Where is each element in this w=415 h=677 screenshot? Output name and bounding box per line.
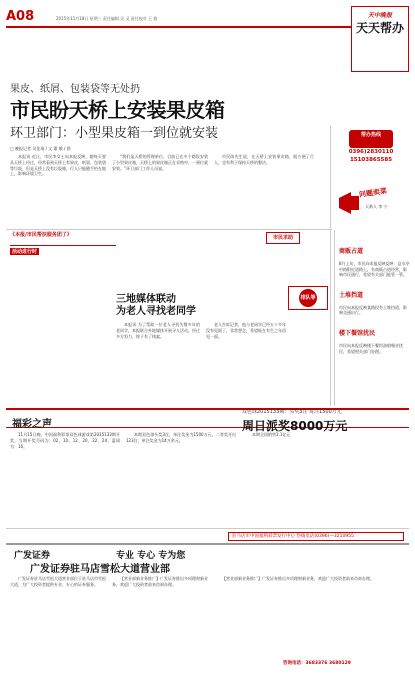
divider-vertical xyxy=(330,126,331,406)
service-group-title: 《本报/市民帮扶服务团了》 xyxy=(10,232,72,238)
ad-column-1 xyxy=(10,576,106,672)
ad-text-a: 广发证券驻马店雪松大道营业部位于驻马店市雪松大道，为广大投资者提供专业、专心的证券服务。 xyxy=(10,576,106,587)
article-column-2 xyxy=(112,154,208,228)
stamp-subtitle: 天新人 李 宁 xyxy=(365,204,388,209)
article-column-1 xyxy=(10,154,106,228)
article-mid: “我们是天桥的管理单位，目前已在多个路段安装了小型果皮箱，天桥上的果皮箱正在采购中，一到位就安装。”环卫部门工作人员说。 xyxy=(112,154,208,171)
ad-header xyxy=(6,543,409,561)
page-header xyxy=(6,4,409,28)
megaphone-icon xyxy=(337,188,361,220)
lottery-text-b: 本期双色球头奖3注，单注奖金为1500万元，二等奖开出123注，单注奖金为14万余元。 xyxy=(126,432,236,443)
article-right: 市民陈先生说，在天桥上安装果皮箱，既方便了行人，也有利于保持天桥的整洁。 xyxy=(214,154,314,165)
ad-column-3 xyxy=(214,576,404,656)
byline: □ 晚报记者 吴佳琦 / 文 董 敏 / 图 xyxy=(10,146,71,151)
headline-subtitle: 环卫部门：小型果皮箱一到位就安装 xyxy=(10,126,219,141)
brand-top: 天中晚报 xyxy=(367,12,392,19)
stamp-title: 问题卖菜 xyxy=(358,187,388,199)
ad-title: 广发证券驻马店雪松大道营业部 xyxy=(30,564,170,575)
headline-kicker: 果皮、纸屑、包装袋等无处扔 xyxy=(10,84,140,95)
lottery-service-bar: 驻马店市中国福利彩票发行中心 热线电话(0396)—3210955 xyxy=(228,532,404,541)
service-group-tag xyxy=(10,232,116,255)
sidebar-item-text: 市民向本报反映某路段有土堆挡道，影响交通出行。 xyxy=(339,304,407,316)
section2-title xyxy=(116,294,196,318)
sidebar-item-text: 8月上旬，市民向本报反映反映：县水亭中路附近道路上，有商贩占道经营，影响市民通行，希望有关部门能管一管。 xyxy=(339,261,410,278)
lottery-draw-label: 双色球2015133期：头奖3注 每注1500万元 xyxy=(242,409,342,415)
hotline-phone-1: 0396)2830110 xyxy=(348,149,394,155)
lottery-column-3 xyxy=(244,432,404,528)
sidebar-item-title: 楼下餐馆扰民 xyxy=(339,329,376,337)
lottery-banner xyxy=(6,408,409,433)
queue-badge-label: 排队等待 xyxy=(299,289,317,307)
page-number: A08 xyxy=(6,9,35,24)
ad-text-b: 【营业部新业务推广】广发证券推出多项理财新业务，欢迎广大投资者前来咨询办理。 xyxy=(112,576,208,587)
headline-title: 市民盼天桥上安装果皮箱 xyxy=(10,98,225,122)
ad-logo: 广发证券 xyxy=(14,551,51,561)
column-brand xyxy=(351,6,409,72)
lottery-logo xyxy=(12,412,92,428)
lottery-column-1 xyxy=(10,432,120,528)
section2-column-1 xyxy=(116,322,200,404)
ad-phone: 咨询电话：3683376 3680129 xyxy=(283,661,351,666)
lottery-text-a: 11月15日晚，中国福利彩票双色球游戏第2015133期开奖，当期开奖号码为：02、10、12、20、22、24，蓝球为：16。 xyxy=(10,432,120,449)
stamp-box xyxy=(335,186,407,222)
ad-text-b-repeat: 【营业部新业务推广】广发证券推出多项理财新业务，欢迎广大投资者前来咨询办理。 xyxy=(222,576,374,581)
divider-2 xyxy=(6,528,409,529)
sidebar-briefs xyxy=(334,230,410,406)
lottery-logo-text: 福彩之声 xyxy=(12,419,52,430)
article-column-3 xyxy=(214,154,314,228)
sidebar-item-text: 市民向本报反映楼下餐馆油烟噪音扰民，希望相关部门处理。 xyxy=(339,342,403,354)
lottery-column-2 xyxy=(126,432,236,528)
queue-badge xyxy=(288,286,328,319)
brand-name: 天天帮办 xyxy=(355,21,404,35)
hotline-box xyxy=(335,130,407,180)
sidebar-item-title: 商贩占道 xyxy=(339,248,364,255)
divider-1 xyxy=(6,229,332,230)
citizen-help-badge: 市民求助 xyxy=(266,232,300,244)
article-lead: 本报讯 近日，市民李女士向本报反映，她每天要从天桥上经过，经常看到天桥上有果皮、纸屑、包装袋等垃圾，但是天桥上没有垃圾箱，行人只能随手扔在地上，影响环境卫生。 xyxy=(10,154,106,177)
hotline-label: 帮办热线 xyxy=(349,130,393,148)
ad-slogan: 专业 专心 专为您 xyxy=(116,551,186,561)
section2-title-line1: 三地媒体联动 xyxy=(116,294,176,305)
service-group-sub: 活动进行时 xyxy=(12,249,38,255)
section2-column-2 xyxy=(206,322,286,404)
ad-column-2 xyxy=(112,576,208,672)
lottery-note: 本期全国销售3.1亿元 xyxy=(252,432,291,437)
sidebar-item-title: 土堆挡道 xyxy=(339,291,364,299)
lottery-jackpot: 周日派奖8000万元 xyxy=(242,419,348,433)
section2-title-line2: 为老人寻找老同学 xyxy=(116,306,196,317)
section2-text-a: 本报讯 为了帮助一位老人寻找失散多年的老同学，本报联合外地媒体开展寻人活动，经过多方努力，终于有了线索。 xyxy=(116,322,200,339)
section2-text-b: 老人告诉记者，他与老同学已经五十多年没有见面了，非常想念，希望能在有生之年再见一面。 xyxy=(206,322,286,339)
date-line: 2015年11月18日 星期三 责任编辑 吴 灵 责任校对 王 倩 xyxy=(56,16,158,21)
hotline-phone-2: 15103865585 xyxy=(349,157,393,163)
